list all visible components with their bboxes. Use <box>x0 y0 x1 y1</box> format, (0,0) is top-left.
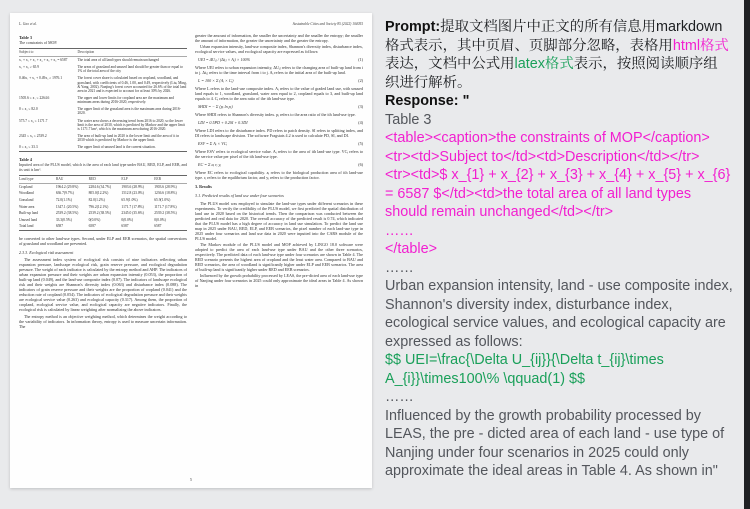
response-label: Response: " <box>385 93 470 109</box>
doc-block <box>19 257 187 312</box>
equation-number: (5) <box>358 141 363 147</box>
table3-caption: The constraints of MOP. <box>19 41 58 46</box>
doc-block-text: The PLUS model was employed to simulate the land-use types under different scenarios in these experiments. To verify the credibility of the PLUS model, we first predicted the spatial distribution of land use in 2020 based on the historical trends. Then the comparison was conducted between the predicted and real data for 2020. The overall accuracy of the predicted result is 0.74, which indicated that the PLUS model has a high degree of accuracy in land use simulation. To predict the land use map in 2025 under BAU, RED, ELP, and EEB scenarios, the pixel number of each land-use type in 2025 under four scenarios and land use data in 2020 were inputted into the CARS module of the PLUS model. <box>195 200 363 241</box>
table4 <box>19 175 187 231</box>
response-line: …… <box>385 389 414 405</box>
response-line: ecological service values, and ecological capacity are <box>385 315 726 331</box>
response-line: …… <box>385 259 414 276</box>
table4-col-red: RED <box>88 177 96 182</box>
eeb-cell: 1903.6 (28.9%) <box>154 184 177 189</box>
constraint-description: The area of built-up land in 2020 is the lower limit and the area of it in 2030 which is predicted by Markov is the upper limit. <box>77 133 180 143</box>
landtype-cell: Cropland <box>19 184 33 189</box>
doc-block <box>195 193 363 198</box>
page-running-header <box>19 22 363 26</box>
doc-block <box>195 149 363 159</box>
red-cell: 2539.2 (38.5%) <box>88 211 112 216</box>
doc-block <box>195 33 363 43</box>
table4-col-elp: ELP <box>121 177 128 182</box>
header-journal: Sustainable Cities and Society 85 (2022) 104055 <box>292 22 363 26</box>
doc-block-text: EC = Σ aᵢ rᵢ yᵢ <box>198 162 221 168</box>
landtype-cell: Unused land <box>19 217 38 222</box>
doc-block <box>19 250 187 255</box>
response-line: <table><caption>the constraints of MOP</caption> <box>385 130 710 146</box>
response-line: expressed as follows: <box>385 333 523 350</box>
doc-block <box>195 170 363 180</box>
table3 <box>19 48 187 151</box>
red-cell: 805.0(12.2%) <box>88 191 109 196</box>
latex-format-highlight: latex格式 <box>514 56 574 72</box>
response-line: = 6587 $</td><td>the total area of all land types <box>385 185 692 202</box>
bau-cell: 1347.1 (20.5%) <box>55 204 79 209</box>
right-edge-bar <box>744 0 750 509</box>
table4-col-bau: BAU <box>55 177 64 182</box>
table4-body <box>19 184 187 230</box>
doc-block <box>195 112 363 117</box>
html-format-highlight: html格式 <box>672 37 729 54</box>
table-row <box>19 133 187 144</box>
red-cell: 6587 <box>88 224 96 229</box>
equation-number: (6) <box>358 162 363 168</box>
bau-cell: 636.7(9.7%) <box>55 191 74 196</box>
table4-col-landtype: Land type <box>19 177 34 182</box>
doc-block-text: Where SHDI refers to Shannon's diversity index. pᵢ refers to the area ratio of the ith land-use type. <box>195 112 356 118</box>
prompt-text-segment: 表示，按照阅读顺序组 <box>573 56 718 72</box>
bau-cell: 6587 <box>55 224 63 229</box>
bau-cell: 33.3(0.5%) <box>55 217 72 222</box>
eeb-cell: 1236.6 (18.8%) <box>154 191 177 196</box>
table3-col-description: Description <box>77 50 95 55</box>
doc-block-text: be converted to other land-use types. Second, under ELP and EEB scenarios, the spatial conversions of grassland and woodland are prevented. <box>19 235 187 246</box>
doc-block-text: Urban expansion intensity, land-use composite index, Shannon's diversity index, disturbance index, ecological service values, and ecological capacity are expressed as follows: <box>195 44 363 55</box>
doc-block <box>195 65 363 75</box>
doc-block-text: Where EC refers to ecological capability. aᵢ refers to the biological production area of ith land-use type. rᵢ refers to the equilibrium factor, and yᵢ refers to the production factor. <box>195 170 363 181</box>
table-row <box>19 95 187 106</box>
landtype-cell: Grassland <box>19 198 34 203</box>
right-column-text <box>195 33 363 288</box>
table3-col-subject: Subject to <box>19 50 34 55</box>
equation-number: (4) <box>358 120 363 126</box>
doc-block-text: 2.3.3. Ecological risk assessment <box>19 249 74 255</box>
doc-block <box>198 141 363 146</box>
doc-block-text: LDI = 0.5PD + 0.2SI + 0.3DI <box>198 120 248 126</box>
table-row <box>19 75 187 95</box>
prompt-response-panel <box>385 18 744 481</box>
doc-block-text: The assessment index system of ecological risk consists of nine indicators reflecting urban expansion pressure, landscape ecological risk, grain reserve pressure, and ecological degradation pressure. The weight of each indicator is calculated by the entropy method and AHP. The indicators of urban expansion pressure and their weights are urban expansion intensity (0.053), the proportion of built-up land (0.049), and the land-use composite index (0.07). The indicators of landscape ecological risk and their weights are Shannon's diversity index (0.063) and disturbance index (0.088). The indicators of grain reserve pressure and their weights are the proportion of cropland (0.041) and the reduction rate of cropland (0.054). The indicators of ecological degradation pressure and their weights are ecological service value (0.263) and ecological capacity (0.317). Among them, the proportion of cropland, ecological service value, and ecological capacity are negative indicators. Finally, the ecological risk is calculated by linear weighting after normalizing the above indicators. <box>19 257 187 313</box>
constraint-formula: 0 ≤ x₆ ≤ 33.3 <box>19 145 38 150</box>
red-cell: 2284.6 (34.7%) <box>88 184 112 189</box>
equation-number: (2) <box>358 78 363 84</box>
bau-cell: 1964.2 (29.8%) <box>55 184 79 189</box>
elp-cell: 6587 <box>121 224 129 229</box>
doc-block <box>195 201 363 241</box>
response-line: Influenced by the growth probability processed by <box>385 407 701 424</box>
red-cell: 0(0.0%) <box>88 217 101 222</box>
table-row <box>19 217 187 224</box>
doc-block-text: The entropy method is an objective weighting method, which determines the weight according to the variability of indicators. In information theory, entropy is used to measure uncertain information. The <box>19 313 187 329</box>
constraint-description: The forest cover share is calculated based on cropland, woodland, and grassland, with coefficients of 0.46, 1.00, and 0.49, respectively (Liu, Ming, & Yang, 2002). Nanjing's forest cover accounted for 26.6% of the total land area in 2021 and is expected to account for at least 30% by 2026. <box>77 76 187 93</box>
elp-cell: 0(0.0%) <box>121 217 134 222</box>
doc-block <box>198 104 363 109</box>
prompt-text-segment: 格式表示，其中页眉、页脚部分忽略，表格用 <box>385 37 673 54</box>
prompt-label: Prompt: <box>385 19 441 35</box>
doc-block <box>198 78 363 83</box>
response-text <box>385 111 744 481</box>
page-number: 5 <box>190 478 192 482</box>
doc-block <box>195 273 363 288</box>
landtype-cell: Water area <box>19 204 35 209</box>
doc-block-text: ESV = Σ Aᵢ × VCᵢ <box>198 141 228 147</box>
table4-caption: Inputted area of the PLUS model, which is the area of each land type under BAU, RED, ELP, and EEB, and its unit is km². <box>19 162 188 172</box>
doc-block <box>195 184 363 189</box>
table3-body <box>19 57 187 151</box>
prompt-line <box>385 55 744 74</box>
response-line: <tr><td>$ x_{1} + x_{2} + x_{3} + x_{4} + x_{5} + x_{6} <box>385 167 731 183</box>
response-line: $$ UEI=\frac{\Delta U_{ij}}{\Delta t_{ij}\times <box>385 352 664 368</box>
doc-block-text: 3.1. Predicted results of land use under four scenarios <box>195 193 284 199</box>
response-line: approximate the ideal areas in Table 4. As shown in" <box>385 463 718 479</box>
landtype-cell: Built-up land <box>19 211 39 216</box>
constraint-formula: 575.7 ≤ x₄ ≤ 1171.7 <box>19 118 48 123</box>
table-row <box>19 210 187 217</box>
constraint-formula: x₁ + x₂ + x₃ + x₄ + x₅ + x₆ = 6587 <box>19 58 68 63</box>
doc-block-text: L = 100 × Σ (Aᵢ × Cᵢ) <box>198 78 234 84</box>
table4-label: Table 4 <box>19 156 32 162</box>
left-column-text <box>19 236 187 329</box>
doc-block-text: SHDI = − Σ (pᵢ ln pᵢ) <box>198 104 233 110</box>
document-page <box>10 13 372 488</box>
doc-block <box>195 86 363 101</box>
constraint-description: The total area of all land types should remain unchanged <box>77 58 159 63</box>
red-cell: 82.0(1.2%) <box>88 198 105 203</box>
bau-cell: 2539.2 (38.5%) <box>55 211 79 216</box>
doc-block-text: The Markov module of the PLUS model and MOP achieved by LINGO 18.0 software were adopted to predict the area of each land-use type under BAU and the other three scenarios, respectively. The predicted data of each land-use type under four scenarios are shown in Table 4. The RED scenario presents the highest area of cropland and the least water area. Compared to BAU and RED scenarios, the area of woodland is significantly higher under ELP and EEB scenarios. The area of built-up land is significantly higher under RED and EEB scenarios. <box>195 242 363 272</box>
prompt-text-segment: 织进行解析。 <box>385 74 472 91</box>
doc-block <box>195 128 363 138</box>
eeb-cell: 6587 <box>154 224 162 229</box>
doc-block <box>198 57 363 62</box>
doc-block-text: Where L refers to the land-use composite index. Aᵢ refers to the value of graded land use, with unused land equals to 1, woodland, grassland, water area equal to 2, cropland equals to 3, and built-up land equals to 4. Cᵢ refers to the area ratio of the ith land-use type. <box>195 86 363 102</box>
table-row <box>19 144 187 151</box>
doc-block-text: greater the amount of information, the smaller the uncertainty and the smaller the entropy; the smaller the amount of information, the greater the uncertainty and the greater the entropy. <box>195 33 363 43</box>
constraint-description: The upper limit of unused land is the current situation. <box>77 145 156 150</box>
doc-block <box>198 120 363 125</box>
bau-cell: 72.0(1.1%) <box>55 198 72 203</box>
doc-right-column <box>195 33 363 330</box>
doc-block-text: 3. Results <box>195 184 212 190</box>
constraint-description: The areas of grassland and unused land should be greater than or equal to 1% of the total area of the city <box>77 65 183 74</box>
table-row <box>19 106 187 117</box>
response-line: </table> <box>385 241 438 257</box>
elp-cell: 65.9(1.0%) <box>121 198 138 203</box>
table-row <box>19 117 187 132</box>
table3-label: Table 3 <box>19 35 32 40</box>
table-row <box>19 197 187 204</box>
table-row <box>19 64 187 75</box>
doc-block-text: Where ESV refers to ecological service value. Aᵢ refers to the area of ith land-use type. VCᵢ refers to the service value per pixel of the ith land-use type. <box>195 149 363 160</box>
doc-block <box>195 242 363 272</box>
table-row <box>19 190 187 197</box>
table3-header-row <box>19 49 187 56</box>
table-row <box>19 203 187 210</box>
eeb-cell: 0(0.0%) <box>154 217 166 222</box>
response-line: Table 3 <box>385 111 432 128</box>
doc-block-text: UEI = ΔUᵢⱼ / (Δtᵢⱼ × Aᵢ) × 100% <box>198 57 251 63</box>
constraint-formula: 0.46x₁ + x₂ + 0.49x₃ ≥ 1976.1 <box>19 76 63 81</box>
constraint-description: The water area shows a decreasing trend from 2016 to 2020, so the lower limit is the area of 2030, which is predicted by Markov and the upper limit is 1171.7 km², which is the maximum area during 2016-2020. <box>77 118 185 131</box>
eeb-cell: 2539.2 (38.5%) <box>154 211 177 216</box>
table-row <box>19 57 187 64</box>
constraint-description: The upper and lower limits for cropland area are the maximum and minimum areas during 2016-2020, respectively. <box>77 96 174 105</box>
doc-block <box>19 236 187 246</box>
constraint-formula: x₃ + x₆ ≥ 65.9 <box>19 65 39 70</box>
elp-cell: 1171.7 (17.8%) <box>121 204 144 209</box>
doc-block <box>198 162 363 167</box>
elp-cell: 1903.6 (28.9%) <box>121 184 144 189</box>
table4-col-eeb: EEB <box>154 177 161 182</box>
elp-cell: 2345.0 (35.6%) <box>121 211 144 216</box>
prompt-line <box>385 18 744 37</box>
doc-block-text: Where LDI refers to the disturbance index. PD refers to patch density. SI refers to splitting index, and DI refers to landscape division. The software Fragstats 4.2 is used to calculate PD, SI, and DI. <box>195 128 363 139</box>
response-line: …… <box>385 222 414 239</box>
table-row <box>19 223 187 230</box>
response-line: LEAS, the pre - dicted area of each land - use type of <box>385 426 725 442</box>
constraint-formula: 0 ≤ x₃ ≤ 82.0 <box>19 107 38 112</box>
response-line: Shannon's diversity index, disturbance index, <box>385 296 673 313</box>
eeb-cell: 65.9(1.0%) <box>154 198 171 203</box>
constraint-formula: 1505.6 ≤ x₁ ≤ 2264.6 <box>19 96 50 100</box>
red-cell: 796.2(12.1%) <box>88 204 109 209</box>
equation-number: (3) <box>358 104 363 110</box>
doc-block <box>195 44 363 54</box>
constraint-description: The upper limit of the grassland area is the maximum area during 2016-2020. <box>77 107 181 116</box>
landtype-cell: Total land <box>19 224 34 229</box>
table-row <box>19 184 187 191</box>
prompt-line <box>385 37 744 56</box>
doc-block <box>19 314 187 329</box>
prompt-text-segment: 表达，文档中公式用 <box>385 56 515 72</box>
doc-block-text: Where UEI refers to urban expansion intensity, ΔUᵢⱼ refers to the changing area of built-up land from i to j. Δtᵢⱼ refers to the time interval from i to j. Aᵢ refers to the initial area of the built-up land. <box>195 65 363 76</box>
header-authors: L. Gao et al. <box>19 22 38 26</box>
doc-block-text: Influenced by the growth probability processed by LEAS, the pre-dicted area of each land-use type of Nanjing under four scenarios in 2025 could only approximate the ideal areas in Table 4. As shown in <box>195 273 363 289</box>
response-line: A_{i}}\times100\% \qquad(1) $$ <box>385 370 586 387</box>
response-line: Nanjing under four scenarios in 2025 could only <box>385 444 689 461</box>
prompt-text-segment: 提取文档图片中正文的所有信息用markdown <box>440 19 723 35</box>
doc-left-column <box>19 33 187 330</box>
constraint-formula: 2345 ≤ x₅ ≤ 2539.2 <box>19 133 47 138</box>
equation-number: (1) <box>358 57 363 63</box>
response-line: should remain unchanged</td></tr> <box>385 204 614 220</box>
elp-cell: 1512.8 (23.0%) <box>121 191 144 196</box>
table4-header-row <box>19 176 187 184</box>
response-line: Urban expansion intensity, land - use composite index, <box>385 278 733 294</box>
prompt-line <box>385 74 744 93</box>
landtype-cell: Woodland <box>19 191 34 196</box>
response-line: <tr><td>Subject to</td><td>Description</td></tr> <box>385 148 700 165</box>
eeb-cell: 1171.7 (17.8%) <box>154 204 177 209</box>
